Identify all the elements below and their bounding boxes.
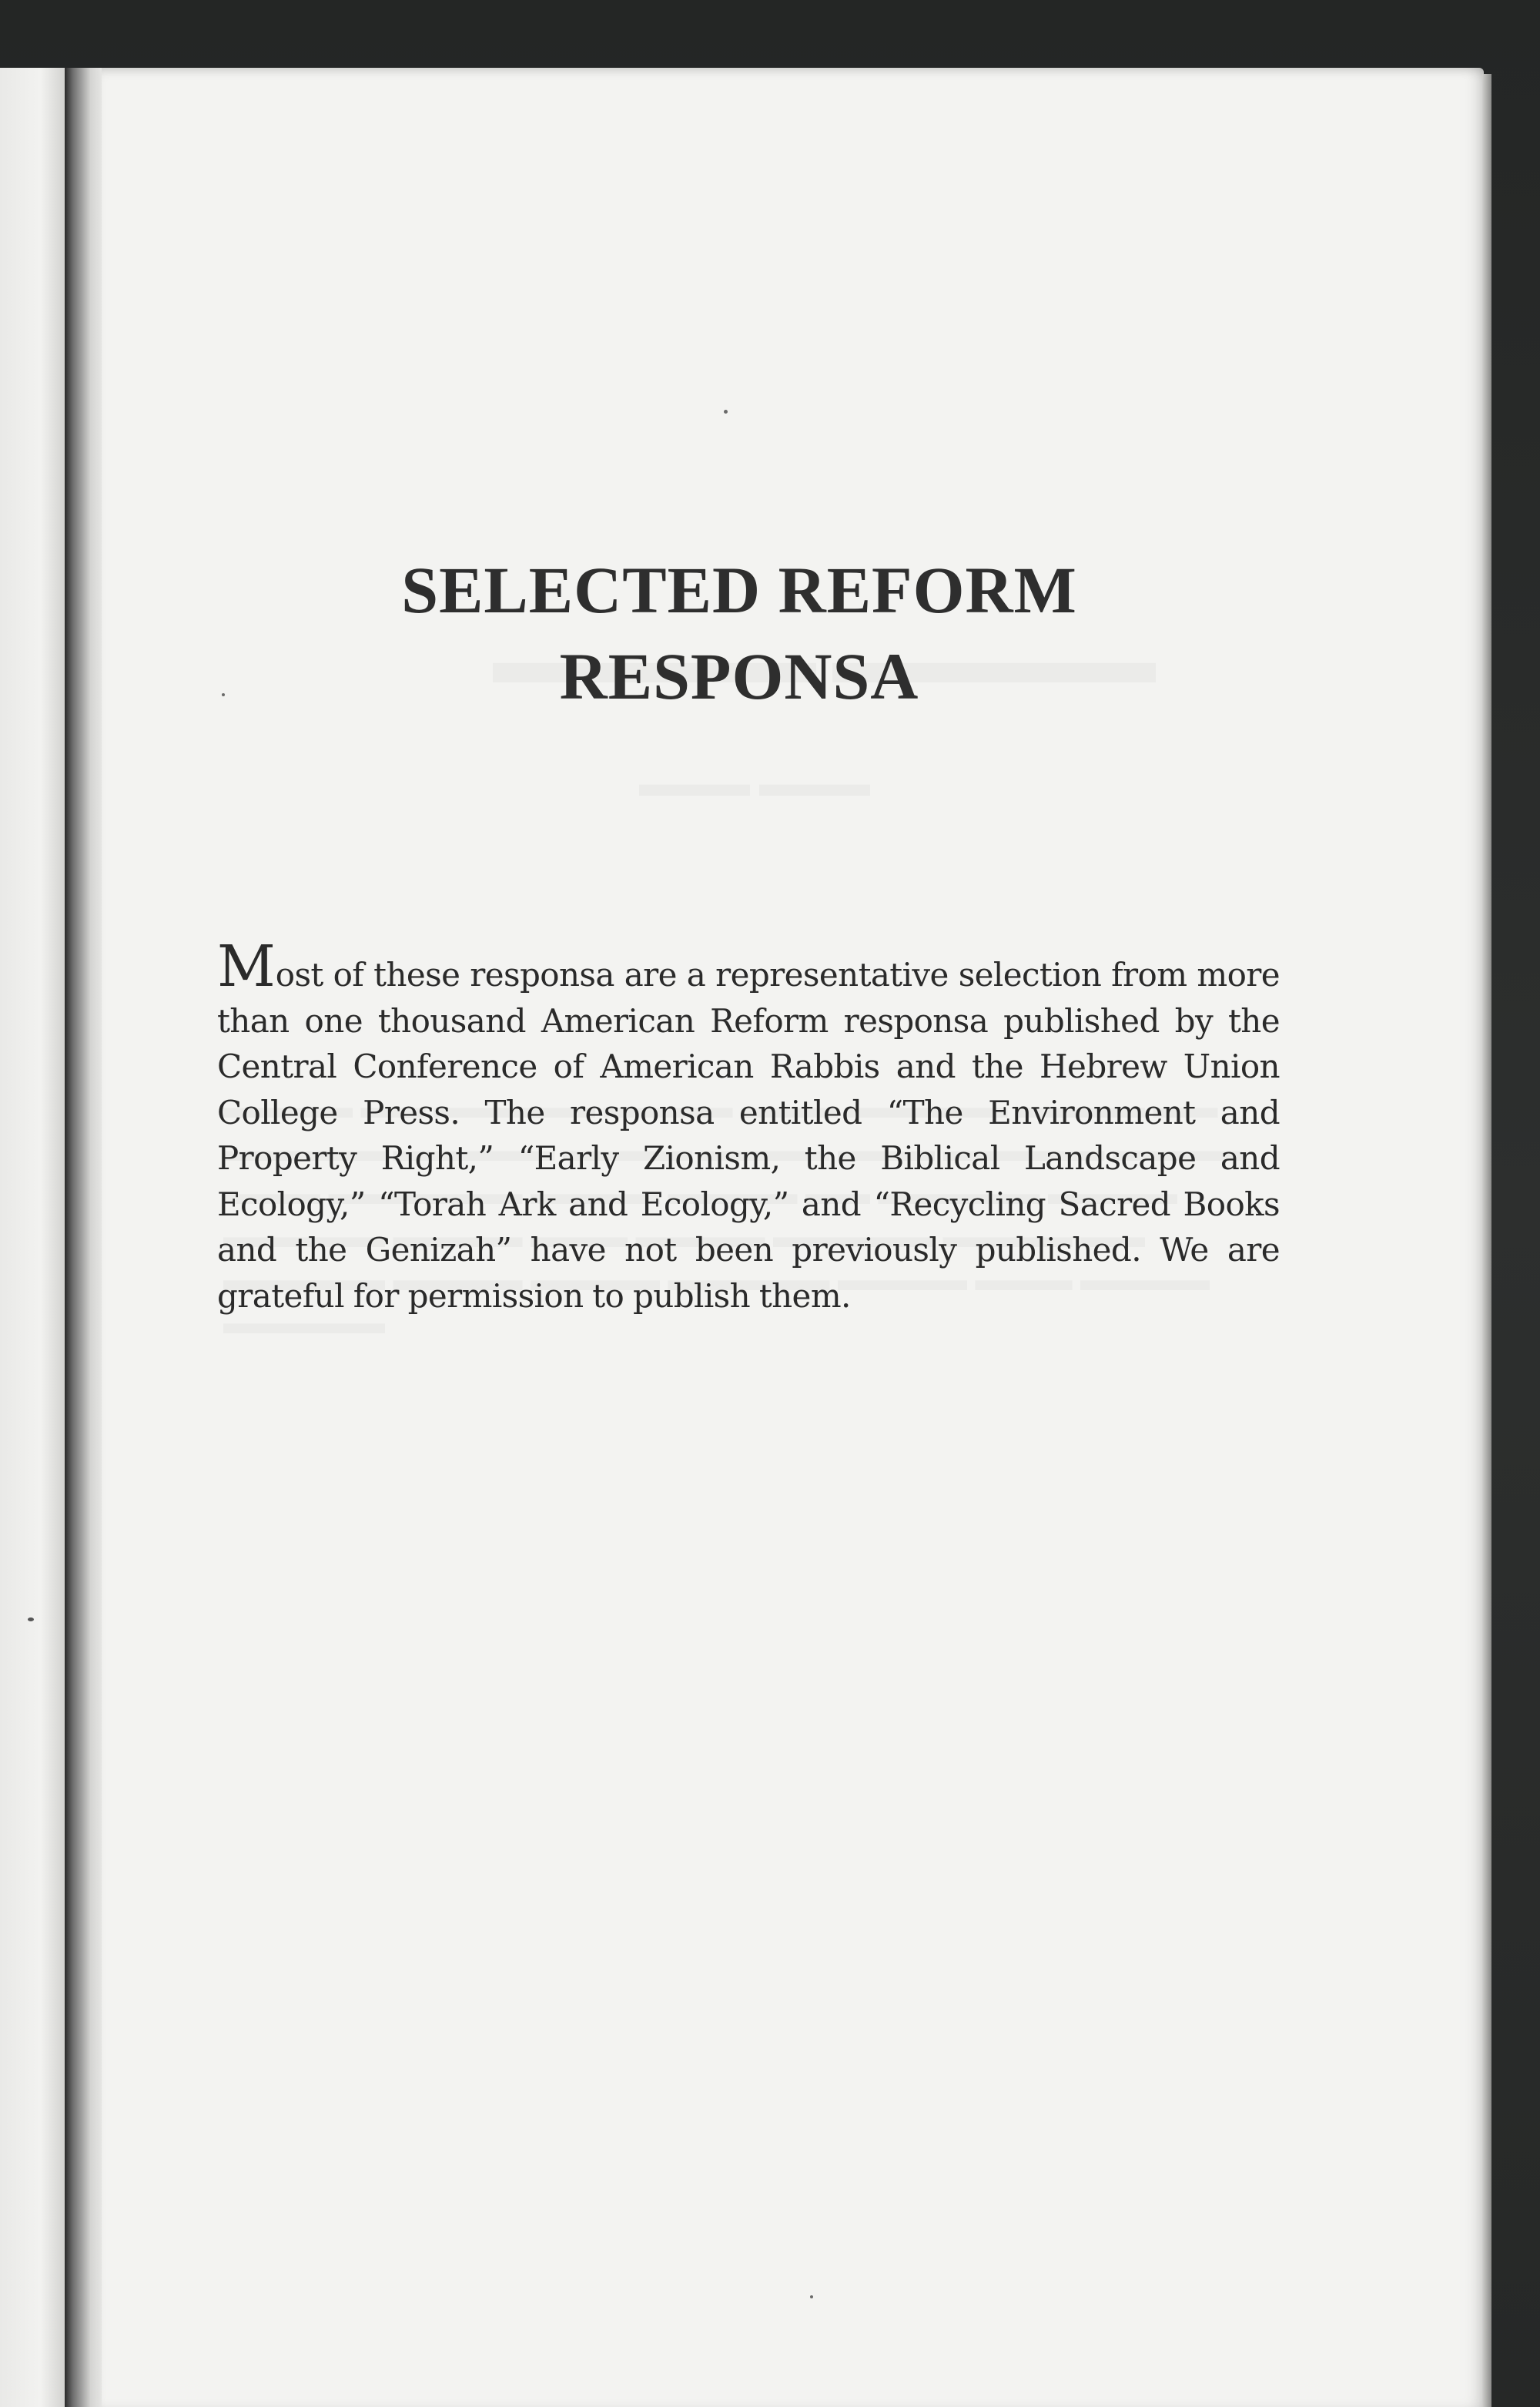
paper-speck	[724, 410, 728, 414]
page-title	[339, 547, 1140, 719]
drop-cap: M	[217, 934, 276, 1000]
facing-page-edge	[0, 68, 68, 2407]
paper-speck	[810, 2295, 813, 2298]
paper-speck	[28, 1618, 34, 1621]
page-edge	[1482, 74, 1491, 2407]
title-line-1: SELECTED REFORM	[401, 553, 1077, 627]
paper-speck	[222, 693, 225, 696]
title-line-2: RESPONSA	[559, 639, 919, 713]
show-through-author	[639, 763, 870, 805]
body-paragraph-text: ost of these responsa are a representative selection from more than one thousand American Reform responsa published by the Central Conference of American Rabbis and the Hebrew Union College Press. The responsa entitled “The Environment and Property Right,” “Early Zionism, the Biblical Landscape and Ecology,” “Torah Ark and Ecology,” and “Recycling Sacred Books and the Genizah” have not been previously published. We are grateful for permission to publish them.	[217, 956, 1280, 1315]
body-paragraph	[217, 934, 1280, 1319]
